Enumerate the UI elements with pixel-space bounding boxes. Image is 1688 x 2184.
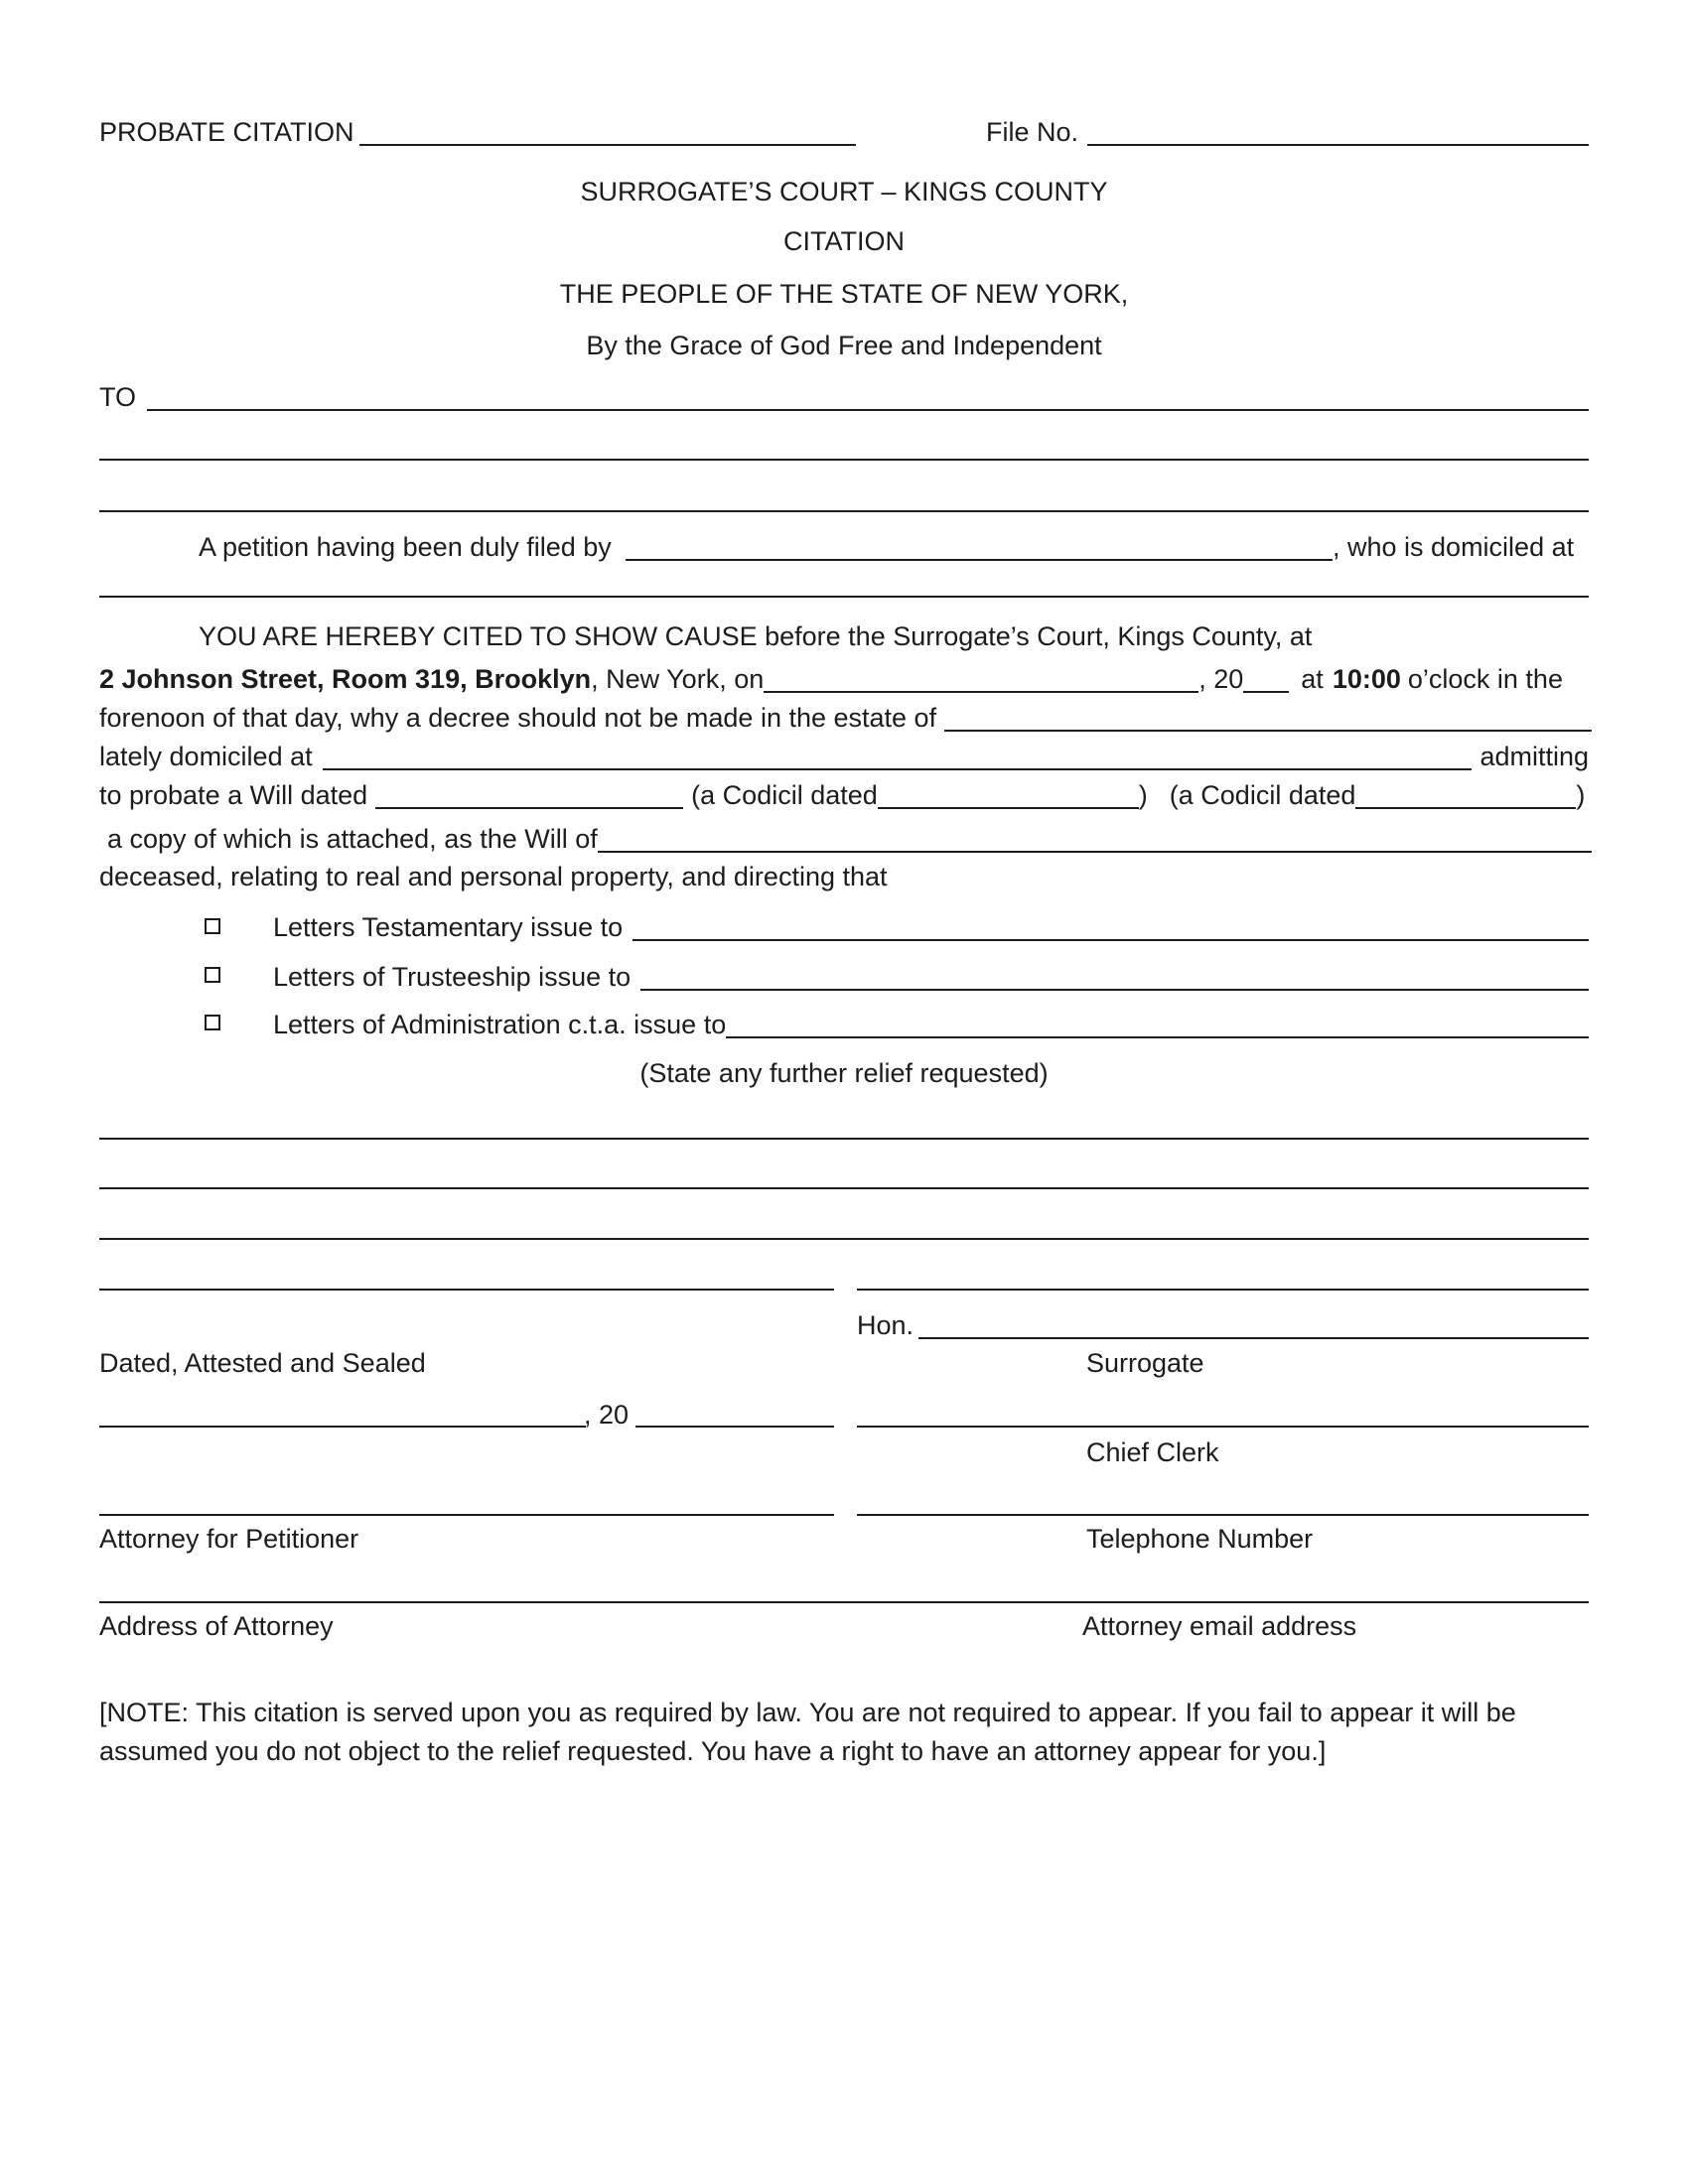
dated-attested-label: Dated, Attested and Sealed bbox=[99, 1348, 426, 1378]
at-text: at bbox=[1301, 664, 1324, 694]
deceased-text: deceased, relating to real and personal property, and directing that bbox=[99, 862, 888, 891]
cited-line-1: YOU ARE HEREBY CITED TO SHOW CAUSE before the Surrogate’s Court, Kings County, at bbox=[199, 621, 1313, 651]
lately-domiciled-field[interactable] bbox=[323, 743, 1473, 770]
petitioner-domicile-field[interactable] bbox=[99, 596, 1589, 598]
hearing-time: 10:00 bbox=[1332, 664, 1401, 694]
will-dated-text: to probate a Will dated bbox=[99, 780, 368, 810]
cited-line-5 bbox=[99, 777, 1585, 809]
cited-line-2 bbox=[99, 661, 1563, 693]
petition-intro: A petition having been duly filed by bbox=[199, 532, 612, 562]
left-signature-line[interactable] bbox=[99, 1289, 834, 1291]
hearing-year-field[interactable] bbox=[1243, 665, 1289, 693]
codicil-1-text: (a Codicil dated bbox=[691, 780, 878, 810]
to-label: TO bbox=[99, 382, 137, 412]
attorney-field[interactable] bbox=[99, 1514, 834, 1516]
petitioner-field[interactable] bbox=[626, 559, 1333, 561]
probate-citation-field[interactable] bbox=[359, 144, 856, 146]
letters-testamentary-row bbox=[273, 909, 1589, 941]
right-signature-line[interactable] bbox=[857, 1289, 1589, 1291]
file-no-field[interactable] bbox=[1087, 144, 1589, 146]
dated-year-field[interactable] bbox=[635, 1426, 834, 1428]
attorney-label: Attorney for Petitioner bbox=[99, 1524, 359, 1554]
cited-line-6 bbox=[99, 821, 1592, 853]
address-email-line[interactable] bbox=[99, 1601, 1589, 1603]
letters-trusteeship-field[interactable] bbox=[640, 963, 1589, 991]
to-field-line-1[interactable] bbox=[147, 409, 1589, 411]
dated-day-field[interactable] bbox=[99, 1426, 586, 1428]
letters-trusteeship-label: Letters of Trusteeship issue to bbox=[273, 962, 632, 992]
new-york-on-text: , New York, on bbox=[591, 664, 765, 694]
people-title: THE PEOPLE OF THE STATE OF NEW YORK, bbox=[559, 279, 1129, 309]
court-title: SURROGATE’S COURT – KINGS COUNTY bbox=[580, 177, 1108, 206]
copy-attached-text: a copy of which is attached, as the Will of bbox=[107, 824, 598, 854]
codicil-1-date-field[interactable] bbox=[878, 781, 1139, 809]
admitting-text: admitting bbox=[1479, 742, 1589, 771]
codicil-2-text: (a Codicil dated bbox=[1169, 780, 1356, 810]
note-line-2: assumed you do not object to the relief requested. You have a right to have an attorney appear for you.] bbox=[99, 1736, 1327, 1766]
letters-trusteeship-checkbox[interactable] bbox=[205, 967, 220, 983]
file-no-label: File No. bbox=[986, 117, 1079, 147]
close-paren-1: ) bbox=[1138, 780, 1148, 810]
letters-trusteeship-row bbox=[273, 959, 1589, 991]
letters-testamentary-checkbox[interactable] bbox=[205, 918, 220, 934]
chief-clerk-line[interactable] bbox=[857, 1426, 1589, 1428]
cited-line-4 bbox=[99, 739, 1589, 770]
court-address: 2 Johnson Street, Room 319, Brooklyn bbox=[99, 664, 592, 694]
letters-administration-checkbox[interactable] bbox=[205, 1015, 220, 1030]
lately-domiciled-text: lately domiciled at bbox=[99, 742, 313, 771]
further-relief-line-1[interactable] bbox=[99, 1138, 1589, 1140]
forenoon-text: forenoon of that day, why a decree should not be made in the estate of bbox=[99, 703, 937, 733]
surrogate-label: Surrogate bbox=[1086, 1348, 1204, 1378]
further-relief-line-3[interactable] bbox=[99, 1238, 1589, 1240]
grace-title: By the Grace of God Free and Independent bbox=[586, 331, 1102, 360]
hon-label: Hon. bbox=[857, 1310, 914, 1340]
to-field-line-3[interactable] bbox=[99, 510, 1589, 512]
further-relief-line-2[interactable] bbox=[99, 1187, 1589, 1189]
telephone-field[interactable] bbox=[857, 1514, 1589, 1516]
citation-title: CITATION bbox=[783, 226, 905, 256]
hon-field[interactable] bbox=[918, 1337, 1589, 1339]
comma-20-text: , 20 bbox=[1198, 664, 1244, 694]
codicil-2-date-field[interactable] bbox=[1355, 781, 1576, 809]
domiciled-text: , who is domiciled at bbox=[1333, 532, 1575, 562]
to-field-line-2[interactable] bbox=[99, 459, 1589, 461]
dated-comma-20: , 20 bbox=[584, 1400, 630, 1430]
note-line-1: [NOTE: This citation is served upon you as required by law. You are not required to appear. If you fail to appear it will be bbox=[99, 1698, 1516, 1727]
address-label: Address of Attorney bbox=[99, 1611, 334, 1641]
estate-of-field[interactable] bbox=[944, 704, 1592, 732]
email-label: Attorney email address bbox=[1082, 1611, 1357, 1641]
close-paren-2: ) bbox=[1576, 780, 1586, 810]
letters-administration-field[interactable] bbox=[726, 1011, 1589, 1038]
cited-line-3 bbox=[99, 700, 1592, 732]
probate-citation-label: PROBATE CITATION bbox=[99, 117, 354, 147]
letters-administration-row bbox=[273, 1007, 1589, 1038]
further-relief-label: (State any further relief requested) bbox=[639, 1058, 1049, 1088]
will-date-field[interactable] bbox=[375, 781, 683, 809]
letters-testamentary-label: Letters Testamentary issue to bbox=[273, 912, 624, 942]
will-of-field[interactable] bbox=[598, 825, 1592, 853]
letters-administration-label: Letters of Administration c.t.a. issue to bbox=[273, 1010, 727, 1039]
letters-testamentary-field[interactable] bbox=[633, 913, 1589, 941]
hearing-date-field[interactable] bbox=[764, 665, 1198, 693]
telephone-label: Telephone Number bbox=[1086, 1524, 1314, 1554]
oclock-text: o’clock in the bbox=[1407, 664, 1563, 694]
chief-clerk-label: Chief Clerk bbox=[1086, 1437, 1219, 1467]
